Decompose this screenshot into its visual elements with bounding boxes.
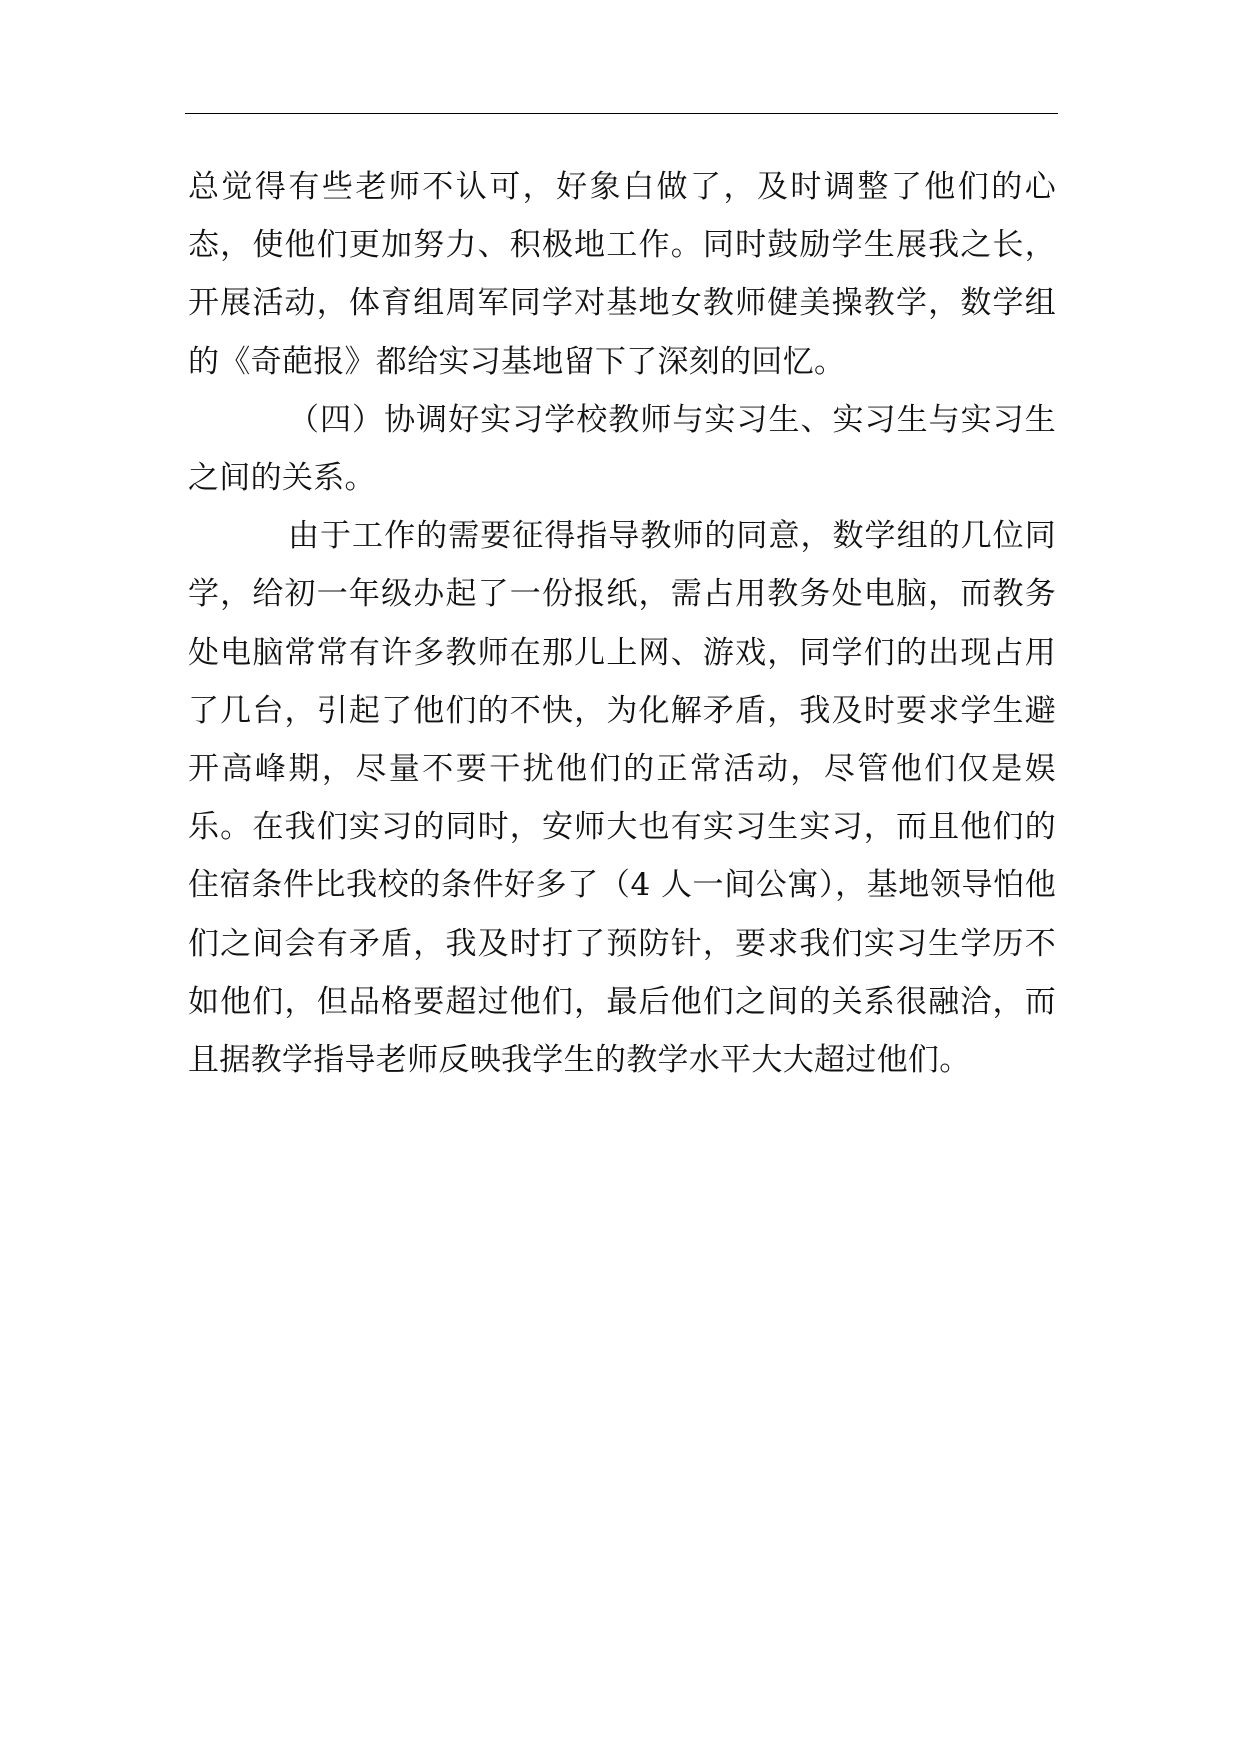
paragraph-continuation: 总觉得有些老师不认可，好象白做了，及时调整了他们的心态，使他们更加努力、积极地工作。同时鼓励学生展我之长，开展活动，体育组周军同学对基地女教师健美操教学，数学组的《奇葩报》都给实习基地留下了深刻的回忆。 (188, 169, 1056, 380)
document-body (188, 158, 1056, 1089)
paragraph-body: 由于工作的需要征得指导教师的同意，数学组的几位同学，给初一年级办起了一份报纸，需占用教务处电脑，而教务处电脑常常有许多教师在那儿上网、游戏，同学们的出现占用了几台，引起了他们的不快，为化解矛盾，我及时要求学生避开高峰期，尽量不要干扰他们的正常活动，尽管他们仅是娱乐。在我们实习的同时，安师大也有实习生实习，而且他们的住宿条件比我校的条件好多了（4 人一间公寓），基地领导怕他们之间会有矛盾，我及时打了预防针，要求我们实习生学历不如他们，但品格要超过他们，最后他们之间的关系很融洽，而且据教学指导老师反映我学生的教学水平大大超过他们。 (188, 518, 1056, 1079)
header-rule (185, 113, 1058, 114)
paragraph-section-heading: （四）协调好实习学校教师与实习生、实习生与实习生之间的关系。 (188, 401, 1056, 497)
